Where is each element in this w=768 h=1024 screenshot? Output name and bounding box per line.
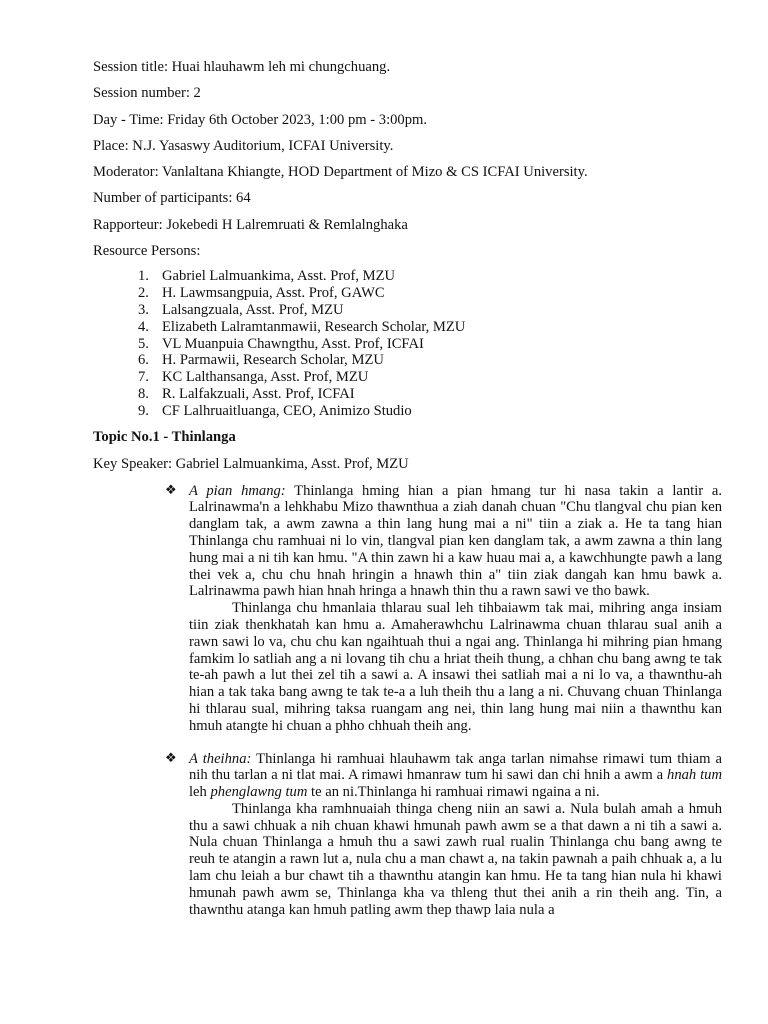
list-item [93,352,722,369]
session-place: Place: N.J. Yasaswy Auditorium, ICFAI University. [93,137,394,154]
list-item-number: 7. [138,369,149,386]
list-item [93,268,722,285]
list-item-number: 6. [138,352,149,369]
key-speaker: Key Speaker: Gabriel Lalmuankima, Asst. Prof, MZU [93,455,409,472]
list-item-number: 5. [138,335,149,352]
paragraph [189,483,722,601]
point-lead: A pian hmang: [189,482,286,499]
list-item-number: 4. [138,318,149,335]
list-item [93,483,722,735]
list-item-text: KC Lalthansanga, Asst. Prof, MZU [162,369,369,386]
paragraph-text: Thinlanga hming hian a pian hmang tur hi nasa takin a lantir a. Lalrinawma'n a lehkhabu Mizo thawnthua a ziah danah chuan "Chu tlangval chu pian ken danglam tak, a awm zawna a thin lang hung mai a ni" tiin a ziak a. He ta tang hian Thinlanga chu ramhuai ni lo vin, tlangval pian ken danglam tak, a awm zawna a thin lang hung mai a ni tih kan hmu. "A thin zawn hi a kaw huau mai a, a kawchhungte pawh a lang thei vek a, chu chu hnah hringin a hnawh thin a" tiin ziak dangah kan hmu bawk a. Lalrinawma pawh hian hnah hringa a hnawh thin thu a rawn sawi ve tho bawk. [189,482,722,600]
session-title: Session title: Huai hlauhawm leh mi chungchuang. [93,59,391,75]
session-metadata [93,58,722,260]
list-item-text: R. Lalfakzuali, Asst. Prof, ICFAI [162,385,355,402]
list-item-text: VL Muanpuia Chawngthu, Asst. Prof, ICFAI [162,335,424,352]
paragraph-text: te an ni.Thinlanga hi ramhuai rimawi ngaina a ni. [311,784,600,801]
list-item-text: H. Lawmsangpuia, Asst. Prof, GAWC [162,285,385,302]
session-day-time: Day - Time: Friday 6th October 2023, 1:00 pm - 3:00pm. [93,111,428,128]
session-moderator: Moderator: Vanlaltana Khiangte, HOD Department of Mizo & CS ICFAI University. [93,164,588,181]
italic-term: phenglawng tum [210,784,308,801]
topic-heading: Topic No.1 - Thinlanga [93,428,236,445]
list-item [93,336,722,353]
session-number: Session number: 2 [93,85,201,102]
list-item [93,751,722,919]
list-item [93,302,722,319]
topic-points-list [93,483,722,919]
list-item-number: 9. [138,402,149,419]
resource-persons-list [93,268,722,419]
diamond-bullet-icon: ❖ [165,482,177,498]
paragraph: Thinlanga chu hmanlaia thlarau sual leh tihbaiawm tak mai, mihring anga insiam tiin ziak thenkhatah kan hmu a. Amaherawhchu Lalrinawma chuan thlarau sual anih a rawn sawi lo va, chu chu kan ngaihtuah thui a ngai ang. Thinlanga hi mihring pian hmang famkim lo satliah ang a ni lovang tih chu a hriat theih thung, a chhan chu bang awng te tak te-ah pawh a lut thei zel tih a sawi a. A insawi thei satliah mai a ni lo va, a thawnthu-ah hian a tak taka bang awng te tak te-a a luh theih thu a lang a ni. Chuvang chuan Thinlanga hi thlarau sual, mihring taksa ruangam ang nei, thin lang hung mai niin a thawnthu kan hmuh atangte hi chuan a phho chhuah theih ang. [189,600,722,734]
list-item [93,369,722,386]
list-item-number: 2. [138,285,149,302]
list-item-text: Elizabeth Lalramtanmawii, Research Scholar, MZU [162,318,466,335]
list-item-text: Gabriel Lalmuankima, Asst. Prof, MZU [162,268,396,285]
paragraph: Thinlanga kha ramhnuaiah thinga cheng niin an sawi a. Nula bulah amah a hmuh thu a sawi chhuak a nih chuan khawi hmunah pawh awm se a that dawn a ni tih a sawi a. Nula chuan Thinlanga a hmuh thu a sawi zawh rual rualin Thinlanga chu bang awng te reuh te atangin a rawn lut a, nula chu a man chawt a, na takin pawnah a paih chhuak a, a lu lam chu leiah a bur chawt tih a thawnthu atangin kan hmu. He ta tang hian nula hi khawi hmunah pawh awm se, Thinlanga kha va thleng thut thei anih a rin theih ang. Tin, a thawnthu atanga kan hmuh patling awm thep thawp laia nula a [189,800,722,918]
list-item-text: Lalsangzuala, Asst. Prof, MZU [162,301,344,318]
paragraph-text: leh [189,784,207,801]
participant-count: Number of participants: 64 [93,190,251,207]
list-item-number: 1. [138,268,149,285]
list-item [93,285,722,302]
diamond-bullet-icon: ❖ [165,750,177,766]
list-item-number: 3. [138,301,149,318]
resource-persons-label: Resource Persons: [93,243,201,260]
list-item-text: H. Parmawii, Research Scholar, MZU [162,352,384,369]
list-item-text: CF Lalhruaitluanga, CEO, Animizo Studio [162,402,412,419]
list-item [93,386,722,403]
list-item [93,319,722,336]
rapporteur: Rapporteur: Jokebedi H Lalremruati & Remlalnghaka [93,216,408,233]
list-item-number: 8. [138,385,149,402]
italic-term: hnah tum [667,767,723,784]
point-lead: A theihna: [189,750,252,767]
list-item [93,403,722,420]
paragraph [189,751,722,801]
paragraph-text: Thinlanga hi ramhuai hlauhawm tak anga tarlan nimahse rimawi tum thiam a nih thu tarlan a ni tlat mai. A rimawi hmanraw tum hi sawi dan chi hnih a awm a [189,750,722,784]
